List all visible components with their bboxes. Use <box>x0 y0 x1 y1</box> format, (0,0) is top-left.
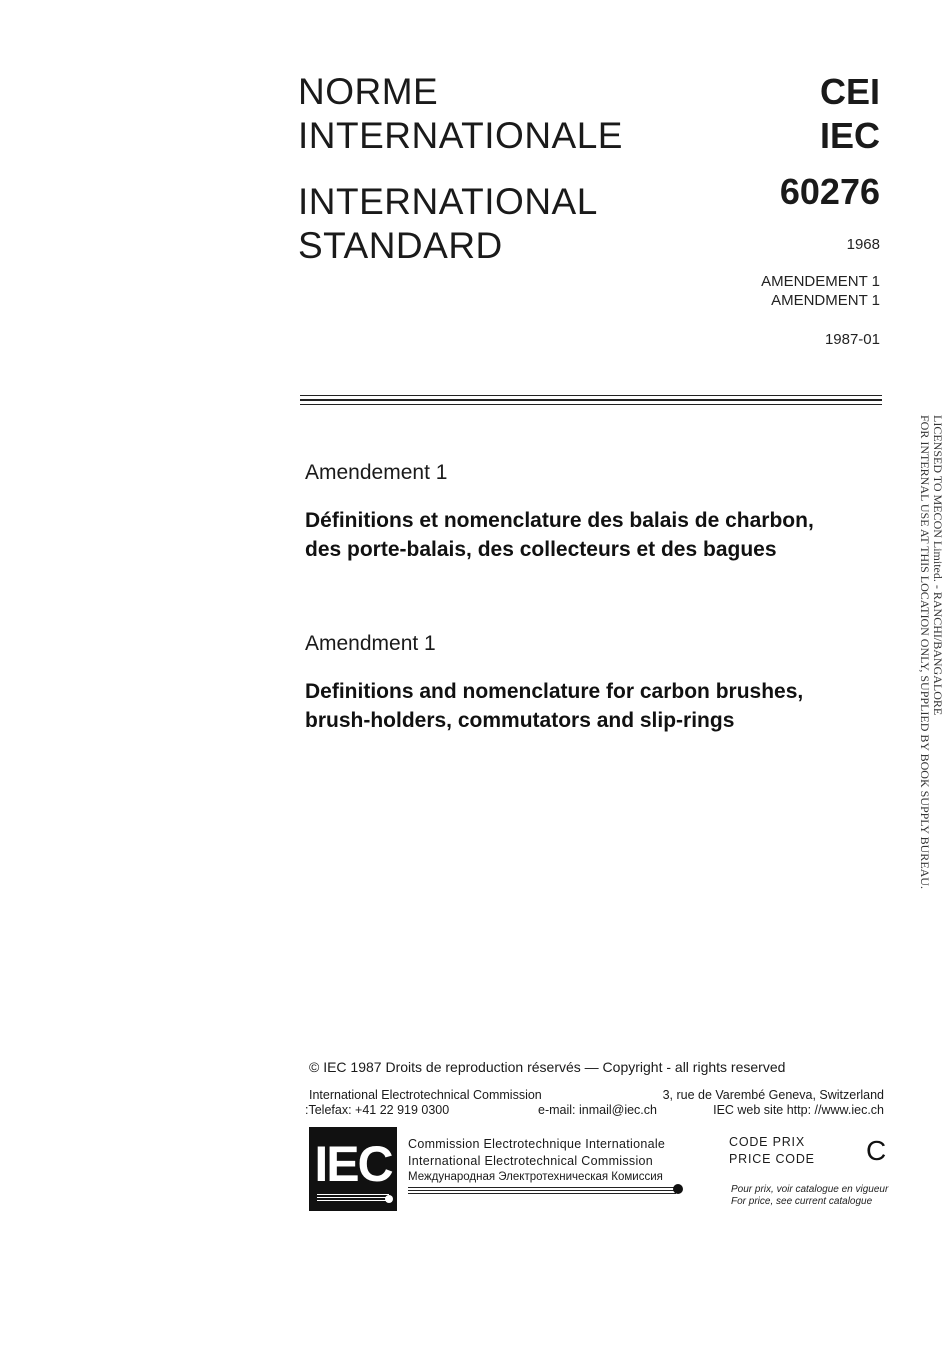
header-divider <box>300 395 882 405</box>
standard-number: 60276 <box>779 171 880 212</box>
amendment-title-en-line1: Definitions and nomenclature for carbon brushes, <box>305 680 804 703</box>
org-name-en: International Electrotechnical Commission <box>408 1154 654 1168</box>
amendment-title-fr-line1: Définitions et nomenclature des balais de charbon, <box>305 509 814 532</box>
license-notice-line1: LICENSED TO MECON Limited. - RANCHI/BANGALORE <box>931 415 945 716</box>
price-code-label: PRICE CODE <box>729 1152 815 1166</box>
license-notice-line2: FOR INTERNAL USE AT THIS LOCATION ONLY, SUPPLIED BY BOOK SUPPLY BUREAU. <box>918 415 932 889</box>
price-code-letter: C <box>866 1135 887 1166</box>
website: IEC web site http: //www.iec.ch <box>713 1103 884 1117</box>
license-notice <box>918 415 944 889</box>
copyright-line: © IEC 1987 Droits de reproduction réservés — Copyright - all rights reserved <box>309 1059 786 1075</box>
title-fr-line1: NORME <box>298 71 439 112</box>
iec-logo-text: IEC <box>314 1136 392 1192</box>
amendment-title-en <box>305 677 865 735</box>
amendment-title-fr-line2: des porte-balais, des collecteurs et des bagues <box>305 538 777 561</box>
org-name-fr: Commission Electrotechnique Internationale <box>408 1137 666 1151</box>
commission-name: International Electrotechnical Commission <box>309 1088 542 1102</box>
org-rules <box>408 1187 676 1196</box>
org-code-fr: CEI <box>819 71 880 112</box>
code-prix-label: CODE PRIX <box>729 1135 805 1149</box>
title-en-line2: STANDARD <box>298 225 503 266</box>
price-note-en: For price, see current catalogue <box>731 1196 873 1207</box>
title-en-line1: INTERNATIONAL <box>298 181 598 222</box>
amendment-label-en: Amendment 1 <box>305 632 436 655</box>
commission-address: 3, rue de Varembé Geneva, Switzerland <box>662 1088 884 1102</box>
amendment-label-fr: Amendement 1 <box>305 461 448 484</box>
iec-logo-dot <box>385 1195 393 1203</box>
amendment-date: 1987-01 <box>824 331 880 348</box>
amendment-fr: AMENDEMENT 1 <box>761 273 880 290</box>
iec-logo <box>309 1127 397 1211</box>
price-note-fr: Pour prix, voir catalogue en vigueur <box>731 1184 889 1195</box>
amendment-title-en-line2: brush-holders, commutators and slip-rings <box>305 709 735 732</box>
iec-logo-lines <box>317 1194 389 1202</box>
email: e-mail: inmail@iec.ch <box>538 1103 657 1117</box>
org-rule-dot <box>673 1184 683 1194</box>
amendment-en: AMENDMENT 1 <box>771 292 880 309</box>
org-name-ru: Международная Электротехническая Комиссия <box>408 1171 663 1183</box>
title-fr-line2: INTERNATIONALE <box>298 115 623 156</box>
amendment-title-fr <box>305 506 865 564</box>
telefax: :Telefax: +41 22 919 0300 <box>305 1103 450 1117</box>
standard-year: 1968 <box>846 236 880 253</box>
org-code-en: IEC <box>819 115 880 156</box>
